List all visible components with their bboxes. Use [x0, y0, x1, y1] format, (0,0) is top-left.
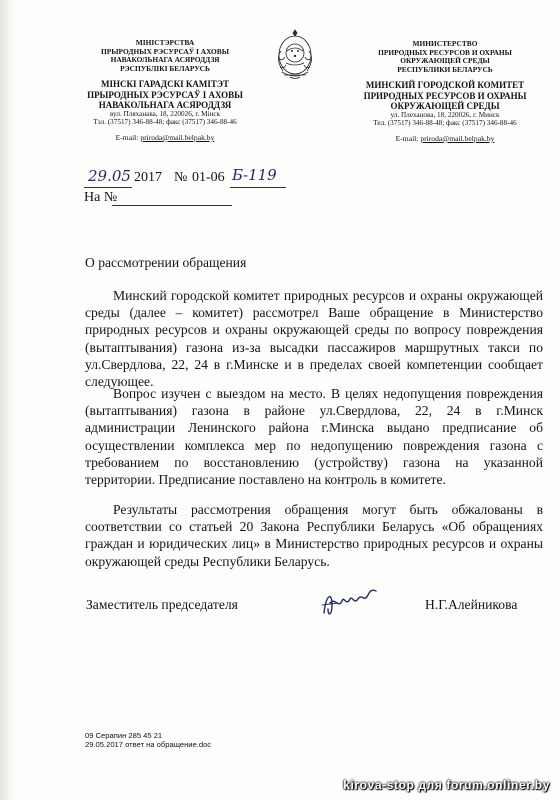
number-label: №	[174, 170, 188, 185]
handwritten-date: 29.05	[88, 167, 131, 185]
letter-subject: О рассмотрении обращения	[85, 255, 247, 270]
email-address[interactable]: priroda@mail.belpak.by	[420, 133, 495, 143]
committee-line-2: ПРИРОДНЫХ РЕСУРСОВ И ОХРАНЫ	[363, 90, 527, 101]
ministry-line-3: НАВАКОЛЬНАГА АСЯРОДДЗЯ	[110, 55, 220, 65]
date-underline	[84, 187, 132, 188]
number-prefix: 01-06	[192, 170, 225, 185]
committee-line-3: ОКРУЖАЮЩЕЙ СРЕДЫ	[390, 100, 500, 111]
body-paragraph-1: Минский городской комитет природных ресурсов и охраны окружающей среды (далее – комитет) рассмотрел Ваше обращение в Министерство природных ресурсов и охраны окружающей среды по вопросу повреждения (вытаптывания) газона из-за высадки пассажиров маршрутных такси по ул.Свердлова, 22, 24 в г.Минске и в пределах своей компетенции сообщает следующее.	[85, 288, 543, 390]
belarus-coat-of-arms-icon	[272, 27, 318, 83]
ministry-line-4: РЕСПУБЛИКИ БЕЛАРУСЬ	[397, 64, 493, 74]
signer-title: Заместитель председателя	[86, 597, 238, 612]
body-paragraph-2: Вопрос изучен с выездом на место. В целях недопущения повреждения (вытаптывания) газона в районе ул.Свердлова, 22, 24 в г.Минск администрации Ленинского района г.Минска выдано предписание об осуществлении комплекса мер по недопущению повреждения газона с требованием по восстановлению (устройству) газона на указанной территории. Предписание поставлено на контроль в комитете.	[85, 386, 543, 488]
committee-line-1: МИНСКИЙ ГОРОДСКОЙ КОМИТЕТ	[365, 80, 525, 91]
outgoing-date-number	[84, 166, 314, 190]
email-line	[60, 134, 270, 143]
email-label: E-mail:	[395, 133, 419, 143]
reference-number	[84, 190, 284, 210]
email-address[interactable]: priroda@mail.belpak.by	[140, 132, 215, 142]
committee-line-2: ПРЫРОДНЫХ РЭСУРСАЎ І АХОВЫ	[87, 89, 243, 100]
file-line: 29.05.2017 ответ на обращение.doc	[85, 740, 212, 749]
address-line: ул. Плеханова, 18, 220026, г. Минск	[390, 110, 500, 119]
date-year: 2017	[134, 170, 162, 185]
handwritten-signature	[318, 585, 382, 621]
number-underline	[230, 187, 286, 188]
email-label: E-mail:	[115, 132, 139, 142]
footer-note	[85, 731, 211, 749]
address-line: вул. Пляханава, 18, 220026, г. Мінск	[109, 109, 221, 118]
phone-line: Тел. (37517) 346-88-48; факс (37517) 346-88-46	[373, 119, 517, 128]
ministry-line-1: МИНИСТЕРСТВО	[412, 39, 478, 48]
phone-line: Тэл. (37517) 346-88-48; факс (37517) 346-88-46	[93, 118, 237, 127]
executor-line: 09 Серапин 285 45 21	[85, 731, 163, 740]
letterhead-russian	[330, 40, 560, 143]
page-shadow-edge	[0, 0, 14, 800]
handwritten-number: Б-119	[232, 166, 277, 184]
ministry-line-2: ПРЫРОДНЫХ РЭСУРСАЎ І АХОВЫ	[101, 46, 229, 56]
ministry-line-1: МІНІСТЭРСТВА	[135, 38, 195, 47]
committee-line-3: НАВАКОЛЬНАГА АСЯРОДДЗЯ	[98, 99, 232, 110]
watermark-text: kirova-stop для forum.onliner.by	[343, 778, 550, 792]
ministry-line-4: РЭСПУБЛІКІ БЕЛАРУСЬ	[120, 63, 210, 73]
letterhead-belarusian	[60, 39, 270, 142]
email-line	[330, 135, 560, 144]
ministry-line-2: ПРИРОДНЫХ РЕСУРСОВ И ОХРАНЫ	[378, 47, 512, 57]
committee-line-1: МІНСКІ ГАРАДСКІ КАМІТЭТ	[101, 79, 229, 90]
signer-name: Н.Г.Алейникова	[425, 597, 518, 612]
reference-label: На №	[84, 190, 118, 205]
ministry-line-3: ОКРУЖАЮЩЕЙ СРЕДЫ	[400, 56, 490, 66]
body-paragraph-3: Результаты рассмотрения обращения могут быть обжалованы в соответствии со статьей 20 Закона Республики Беларусь «Об обращениях граждан и юридических лиц» в Министерство природных ресурсов и охраны окружающей среды Республики Беларусь.	[85, 502, 543, 569]
reference-underline	[112, 205, 232, 206]
